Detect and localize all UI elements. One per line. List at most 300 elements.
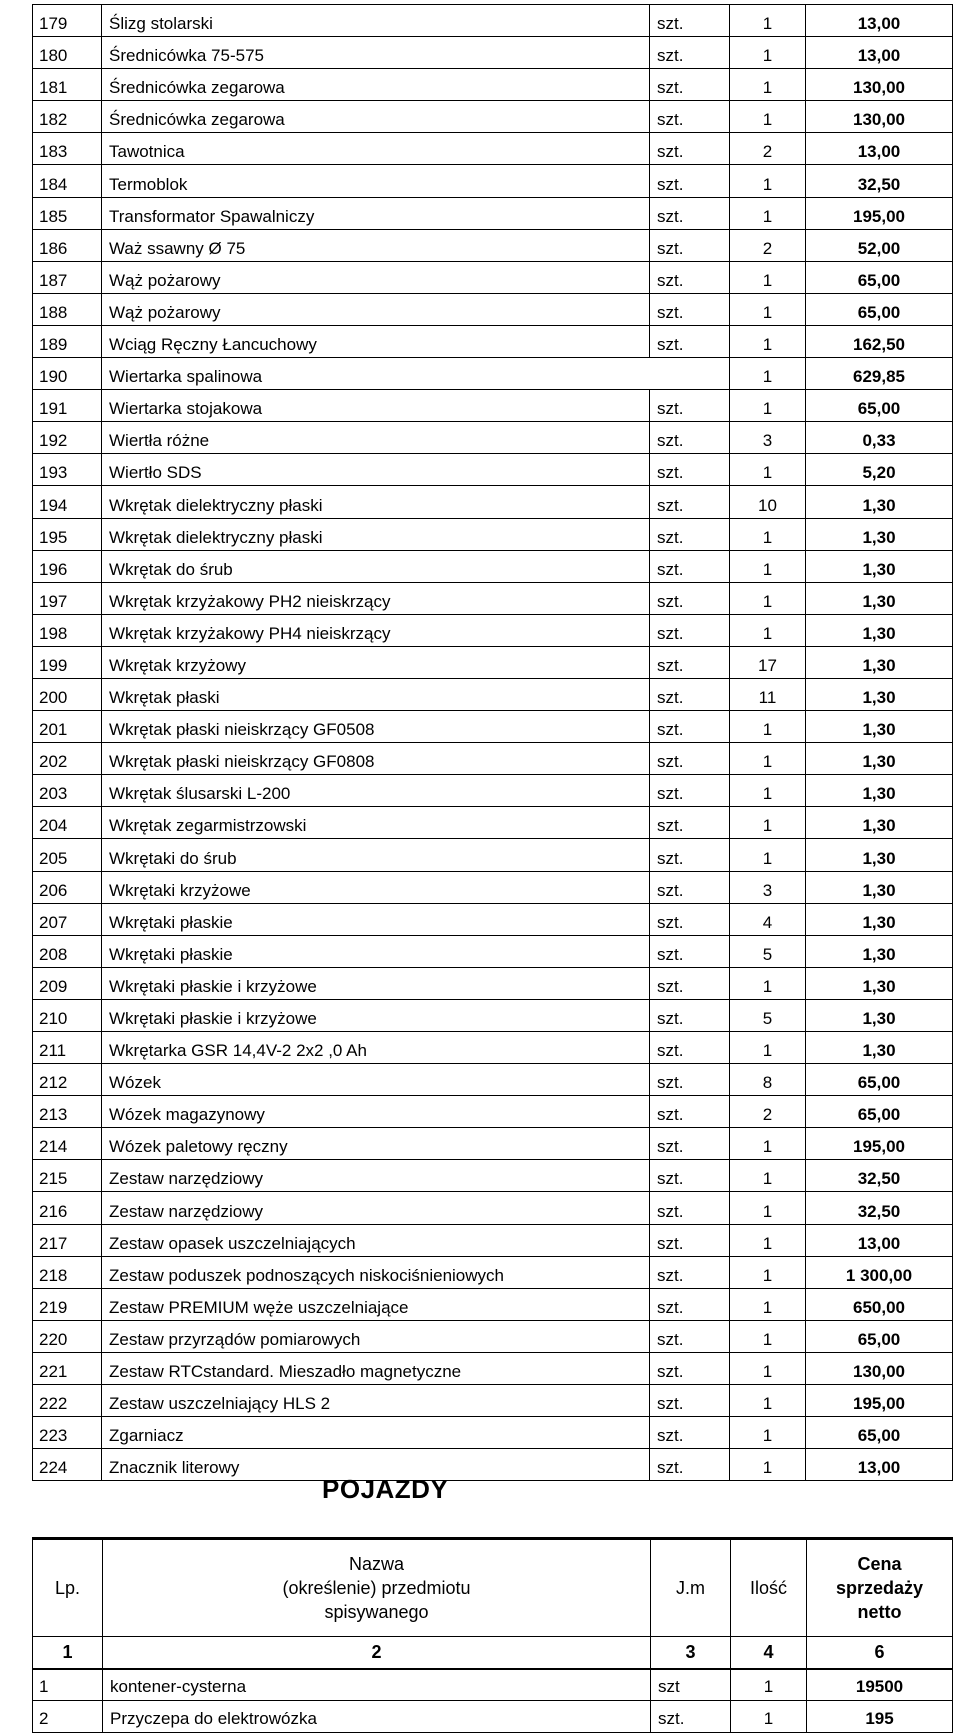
table-row (33, 999, 953, 1031)
table-row (33, 935, 953, 967)
cell-qty: 1 (730, 325, 806, 357)
cell-lp: 203 (33, 775, 102, 807)
cell-qty: 1 (730, 775, 806, 807)
header-name-line1: Nazwa (348, 1554, 405, 1574)
cell-name: Zestaw RTCstandard. Mieszadło magnetyczne (102, 1352, 650, 1384)
cell-price: 195,00 (806, 1128, 953, 1160)
cell-name: Wózek magazynowy (102, 1096, 650, 1128)
cell-name: Ślizg stolarski (102, 5, 650, 37)
cell-price: 1,30 (806, 967, 953, 999)
table-row (33, 1320, 953, 1352)
cell-lp: 213 (33, 1096, 102, 1128)
cell-qty: 1 (730, 454, 806, 486)
cell-name: Wkrętaki płaskie (102, 903, 650, 935)
cell-lp: 215 (33, 1160, 102, 1192)
cell-qty: 1 (730, 518, 806, 550)
cell-price: 130,00 (806, 69, 953, 101)
cell-lp: 220 (33, 1320, 102, 1352)
table-row (33, 775, 953, 807)
cell-lp: 192 (33, 422, 102, 454)
cell-unit: szt. (650, 101, 730, 133)
cell-name: Wkrętak płaski (102, 678, 650, 710)
header-price-line1: Cena (857, 1554, 902, 1574)
table-row (33, 839, 953, 871)
table-row (33, 486, 953, 518)
cell-name: Wkrętak płaski nieiskrzący GF0808 (102, 743, 650, 775)
cell-price: 32,50 (806, 1192, 953, 1224)
cell-lp: 1 (33, 1669, 103, 1701)
cell-qty: 1 (730, 711, 806, 743)
cell-lp: 200 (33, 678, 102, 710)
cell-qty: 1 (730, 807, 806, 839)
cell-unit: szt. (650, 839, 730, 871)
table-row (33, 197, 953, 229)
cell-price: 19500 (807, 1669, 953, 1701)
cell-price: 1,30 (806, 614, 953, 646)
table-row (33, 133, 953, 165)
cell-name: Wąż pożarowy (102, 293, 650, 325)
cell-lp: 195 (33, 518, 102, 550)
table-row (33, 1701, 953, 1733)
cell-lp: 211 (33, 1032, 102, 1064)
table-row (33, 1096, 953, 1128)
cell-lp: 207 (33, 903, 102, 935)
cell-unit: szt. (650, 293, 730, 325)
cell-name: Transformator Spawalniczy (102, 197, 650, 229)
cell-unit: szt. (650, 1288, 730, 1320)
cell-lp: 221 (33, 1352, 102, 1384)
cell-unit: szt. (650, 582, 730, 614)
vehicles-header-row (33, 1539, 953, 1637)
table-row (33, 358, 953, 390)
cell-lp: 210 (33, 999, 102, 1031)
cell-lp: 181 (33, 69, 102, 101)
cell-unit: szt. (650, 967, 730, 999)
cell-name: Wąż pożarowy (102, 261, 650, 293)
cell-lp: 182 (33, 101, 102, 133)
table-row (33, 390, 953, 422)
cell-price: 1,30 (806, 839, 953, 871)
cell-name: Wkrętak krzyżakowy PH2 nieiskrzący (102, 582, 650, 614)
cell-price: 65,00 (806, 293, 953, 325)
cell-price: 32,50 (806, 1160, 953, 1192)
cell-unit: szt. (650, 1128, 730, 1160)
cell-unit: szt. (650, 165, 730, 197)
cell-lp: 188 (33, 293, 102, 325)
cell-name: Zestaw poduszek podnoszących niskociśnieniowych (102, 1256, 650, 1288)
cell-qty: 1 (730, 358, 806, 390)
cell-lp: 216 (33, 1192, 102, 1224)
cell-price: 629,85 (806, 358, 953, 390)
cell-price: 65,00 (806, 1096, 953, 1128)
table-row (33, 807, 953, 839)
table-row (33, 871, 953, 903)
cell-name: Wózek (102, 1064, 650, 1096)
cell-lp: 193 (33, 454, 102, 486)
cell-price: 1,30 (806, 550, 953, 582)
cell-qty: 1 (730, 1320, 806, 1352)
table-row (33, 1192, 953, 1224)
header-name-line2: (określenie) przedmiotu (282, 1578, 471, 1598)
cell-price: 5,20 (806, 454, 953, 486)
cell-qty: 1 (730, 1224, 806, 1256)
cell-name: Średnicówka zegarowa (102, 69, 650, 101)
cell-unit: szt. (650, 775, 730, 807)
cell-price: 195 (807, 1701, 953, 1733)
cell-price: 1,30 (806, 871, 953, 903)
cell-price: 1,30 (806, 775, 953, 807)
cell-lp: 204 (33, 807, 102, 839)
cell-name: Wkrętaki płaskie i krzyżowe (102, 999, 650, 1031)
cell-price: 195,00 (806, 197, 953, 229)
cell-qty: 1 (731, 1669, 807, 1701)
cell-lp: 205 (33, 839, 102, 871)
cell-lp: 206 (33, 871, 102, 903)
cell-unit: szt. (650, 646, 730, 678)
table-row (33, 422, 953, 454)
cell-unit: szt. (650, 518, 730, 550)
cell-qty: 5 (730, 935, 806, 967)
cell-price: 1,30 (806, 486, 953, 518)
cell-unit: szt. (650, 1417, 730, 1449)
table-row (33, 261, 953, 293)
cell-unit: szt (651, 1669, 731, 1701)
cell-name: Średnicówka 75-575 (102, 37, 650, 69)
cell-qty: 1 (730, 614, 806, 646)
cell-price: 162,50 (806, 325, 953, 357)
cell-price: 1,30 (806, 999, 953, 1031)
cell-qty: 1 (730, 1385, 806, 1417)
cell-qty: 1 (730, 261, 806, 293)
cell-name: Wkrętak zegarmistrzowski (102, 807, 650, 839)
table-row (33, 1352, 953, 1384)
cell-price: 13,00 (806, 37, 953, 69)
cell-qty: 1 (730, 1352, 806, 1384)
cell-qty: 1 (730, 967, 806, 999)
cell-unit: szt. (650, 390, 730, 422)
cell-name: Wiertła różne (102, 422, 650, 454)
cell-qty: 10 (730, 486, 806, 518)
cell-lp: 209 (33, 967, 102, 999)
cell-qty: 1 (730, 1128, 806, 1160)
cell-qty: 3 (730, 871, 806, 903)
column-number: 6 (807, 1637, 953, 1669)
cell-lp: 223 (33, 1417, 102, 1449)
header-qty: Ilość (731, 1539, 807, 1637)
cell-unit: szt. (650, 486, 730, 518)
cell-lp: 191 (33, 390, 102, 422)
cell-price: 1,30 (806, 678, 953, 710)
table-row (33, 1032, 953, 1064)
cell-name: Wózek paletowy ręczny (102, 1128, 650, 1160)
cell-unit: szt. (650, 1160, 730, 1192)
cell-name: Wkrętak dielektryczny płaski (102, 486, 650, 518)
table-row (33, 582, 953, 614)
section-title: POJAZDY (322, 1474, 449, 1504)
cell-qty: 5 (730, 999, 806, 1031)
cell-name: Wkrętaki krzyżowe (102, 871, 650, 903)
table-row (33, 1417, 953, 1449)
cell-unit: szt. (650, 1032, 730, 1064)
cell-lp: 212 (33, 1064, 102, 1096)
cell-unit: szt. (650, 1256, 730, 1288)
cell-qty: 1 (730, 5, 806, 37)
cell-name: Termoblok (102, 165, 650, 197)
cell-qty: 17 (730, 646, 806, 678)
cell-price: 1,30 (806, 1032, 953, 1064)
cell-lp: 2 (33, 1701, 103, 1733)
cell-qty: 1 (730, 293, 806, 325)
table-row (33, 325, 953, 357)
cell-qty: 1 (730, 37, 806, 69)
header-price-line2: sprzedaży (835, 1578, 924, 1598)
table-row (33, 550, 953, 582)
cell-unit: szt. (650, 903, 730, 935)
header-name-line3: spisywanego (324, 1602, 429, 1622)
cell-qty: 1 (730, 1417, 806, 1449)
cell-unit: szt. (650, 614, 730, 646)
cell-name: Wiertarka stojakowa (102, 390, 650, 422)
cell-name: Zestaw uszczelniający HLS 2 (102, 1385, 650, 1417)
table-row (33, 518, 953, 550)
cell-qty: 2 (730, 229, 806, 261)
cell-qty: 2 (730, 133, 806, 165)
table-row (33, 1224, 953, 1256)
cell-unit: szt. (650, 1352, 730, 1384)
table-row (33, 1256, 953, 1288)
cell-name: Wciąg Ręczny Łancuchowy (102, 325, 650, 357)
cell-price: 130,00 (806, 1352, 953, 1384)
cell-unit: szt. (650, 999, 730, 1031)
cell-lp: 214 (33, 1128, 102, 1160)
cell-lp: 186 (33, 229, 102, 261)
cell-name: Wkrętak płaski nieiskrzący GF0508 (102, 711, 650, 743)
cell-lp: 190 (33, 358, 102, 390)
cell-qty: 1 (730, 582, 806, 614)
cell-unit: szt. (650, 743, 730, 775)
cell-unit: szt. (650, 935, 730, 967)
table-row (33, 1160, 953, 1192)
cell-unit: szt. (650, 69, 730, 101)
cell-name: Zestaw przyrządów pomiarowych (102, 1320, 650, 1352)
column-number: 1 (33, 1637, 103, 1669)
cell-qty: 1 (730, 1192, 806, 1224)
cell-unit: szt. (651, 1701, 731, 1733)
cell-unit: szt. (650, 1320, 730, 1352)
cell-name: Średnicówka zegarowa (102, 101, 650, 133)
cell-lp: 196 (33, 550, 102, 582)
cell-price: 1,30 (806, 807, 953, 839)
table-row (33, 165, 953, 197)
cell-qty: 4 (730, 903, 806, 935)
cell-name: Wkrętarka GSR 14,4V-2 2x2 ,0 Ah (102, 1032, 650, 1064)
cell-qty: 1 (730, 101, 806, 133)
cell-price: 1,30 (806, 518, 953, 550)
cell-price: 1,30 (806, 582, 953, 614)
cell-qty: 1 (730, 165, 806, 197)
cell-qty: 1 (730, 1288, 806, 1320)
cell-name: Wkrętaki płaskie (102, 935, 650, 967)
cell-name: Zestaw PREMIUM węże uszczelniające (102, 1288, 650, 1320)
table-row (33, 646, 953, 678)
cell-price: 13,00 (806, 5, 953, 37)
cell-unit: szt. (650, 807, 730, 839)
cell-unit: szt. (650, 678, 730, 710)
cell-name: Zestaw narzędziowy (102, 1192, 650, 1224)
cell-qty: 1 (730, 197, 806, 229)
cell-qty: 3 (730, 422, 806, 454)
cell-lp: 185 (33, 197, 102, 229)
header-name (103, 1539, 651, 1637)
cell-name: Zgarniacz (102, 1417, 650, 1449)
cell-unit: szt. (650, 229, 730, 261)
cell-lp: 184 (33, 165, 102, 197)
column-number: 3 (651, 1637, 731, 1669)
cell-unit (650, 358, 730, 390)
column-number: 2 (103, 1637, 651, 1669)
cell-unit: szt. (650, 325, 730, 357)
cell-unit: szt. (650, 422, 730, 454)
cell-lp: 208 (33, 935, 102, 967)
cell-price: 1,30 (806, 935, 953, 967)
cell-name: Znacznik literowy (102, 1449, 650, 1481)
table-row (33, 967, 953, 999)
column-number: 4 (731, 1637, 807, 1669)
cell-qty: 1 (730, 1256, 806, 1288)
cell-lp: 197 (33, 582, 102, 614)
cell-name: Wkrętak dielektryczny płaski (102, 518, 650, 550)
cell-unit: szt. (650, 871, 730, 903)
cell-name: Tawotnica (102, 133, 650, 165)
cell-unit: szt. (650, 1096, 730, 1128)
cell-price: 65,00 (806, 1320, 953, 1352)
cell-price: 650,00 (806, 1288, 953, 1320)
cell-qty: 1 (730, 69, 806, 101)
header-price (807, 1539, 953, 1637)
cell-name: Wkrętak krzyżowy (102, 646, 650, 678)
table-row (33, 903, 953, 935)
header-unit: J.m (651, 1539, 731, 1637)
cell-price: 32,50 (806, 165, 953, 197)
cell-price: 130,00 (806, 101, 953, 133)
cell-name: Przyczepa do elektrowózka (103, 1701, 651, 1733)
cell-qty: 8 (730, 1064, 806, 1096)
cell-lp: 198 (33, 614, 102, 646)
cell-qty: 1 (730, 1449, 806, 1481)
cell-unit: szt. (650, 550, 730, 582)
cell-unit: szt. (650, 261, 730, 293)
cell-price: 1,30 (806, 903, 953, 935)
cell-lp: 217 (33, 1224, 102, 1256)
column-number-row (33, 1637, 953, 1669)
cell-lp: 202 (33, 743, 102, 775)
cell-qty: 1 (730, 743, 806, 775)
cell-price: 65,00 (806, 1064, 953, 1096)
table-row (33, 1385, 953, 1417)
cell-qty: 11 (730, 678, 806, 710)
cell-unit: szt. (650, 1449, 730, 1481)
cell-price: 1 300,00 (806, 1256, 953, 1288)
table-row (33, 711, 953, 743)
cell-lp: 194 (33, 486, 102, 518)
cell-price: 65,00 (806, 1417, 953, 1449)
cell-lp: 219 (33, 1288, 102, 1320)
cell-price: 1,30 (806, 646, 953, 678)
cell-qty: 2 (730, 1096, 806, 1128)
cell-lp: 187 (33, 261, 102, 293)
cell-lp: 179 (33, 5, 102, 37)
cell-qty: 1 (730, 839, 806, 871)
table-row (33, 1288, 953, 1320)
cell-price: 65,00 (806, 390, 953, 422)
cell-unit: szt. (650, 5, 730, 37)
table-row (33, 614, 953, 646)
table-row (33, 101, 953, 133)
table-row (33, 293, 953, 325)
cell-name: kontener-cysterna (103, 1669, 651, 1701)
cell-price: 13,00 (806, 1224, 953, 1256)
cell-name: Wkrętak do śrub (102, 550, 650, 582)
cell-qty: 1 (731, 1701, 807, 1733)
cell-lp: 218 (33, 1256, 102, 1288)
table-row (33, 1064, 953, 1096)
header-lp: Lp. (33, 1539, 103, 1637)
cell-name: Wkrętak ślusarski L-200 (102, 775, 650, 807)
cell-unit: szt. (650, 1064, 730, 1096)
cell-name: Waż ssawny Ø 75 (102, 229, 650, 261)
cell-price: 1,30 (806, 743, 953, 775)
vehicles-table (32, 1537, 953, 1733)
table-row (33, 5, 953, 37)
table-row (33, 743, 953, 775)
cell-name: Wiertarka spalinowa (102, 358, 650, 390)
cell-unit: szt. (650, 197, 730, 229)
cell-price: 1,30 (806, 711, 953, 743)
table-row (33, 678, 953, 710)
table-row (33, 69, 953, 101)
cell-name: Wkrętaki płaskie i krzyżowe (102, 967, 650, 999)
cell-price: 52,00 (806, 229, 953, 261)
cell-unit: szt. (650, 1192, 730, 1224)
cell-name: Zestaw opasek uszczelniających (102, 1224, 650, 1256)
cell-unit: szt. (650, 454, 730, 486)
vehicles-table-body (33, 1539, 953, 1733)
cell-qty: 1 (730, 1032, 806, 1064)
cell-lp: 199 (33, 646, 102, 678)
cell-name: Zestaw narzędziowy (102, 1160, 650, 1192)
cell-qty: 1 (730, 1160, 806, 1192)
table-row (33, 1449, 953, 1481)
cell-unit: szt. (650, 1385, 730, 1417)
cell-name: Wkrętak krzyżakowy PH4 nieiskrzący (102, 614, 650, 646)
table-row (33, 1669, 953, 1701)
cell-unit: szt. (650, 37, 730, 69)
cell-price: 13,00 (806, 1449, 953, 1481)
cell-price: 65,00 (806, 261, 953, 293)
cell-lp: 180 (33, 37, 102, 69)
cell-lp: 224 (33, 1449, 102, 1481)
cell-name: Wkrętaki do śrub (102, 839, 650, 871)
header-price-line3: netto (857, 1602, 902, 1622)
table-row (33, 1128, 953, 1160)
cell-qty: 1 (730, 390, 806, 422)
cell-lp: 201 (33, 711, 102, 743)
table-row (33, 37, 953, 69)
cell-unit: szt. (650, 711, 730, 743)
cell-lp: 183 (33, 133, 102, 165)
cell-unit: szt. (650, 1224, 730, 1256)
cell-unit: szt. (650, 133, 730, 165)
